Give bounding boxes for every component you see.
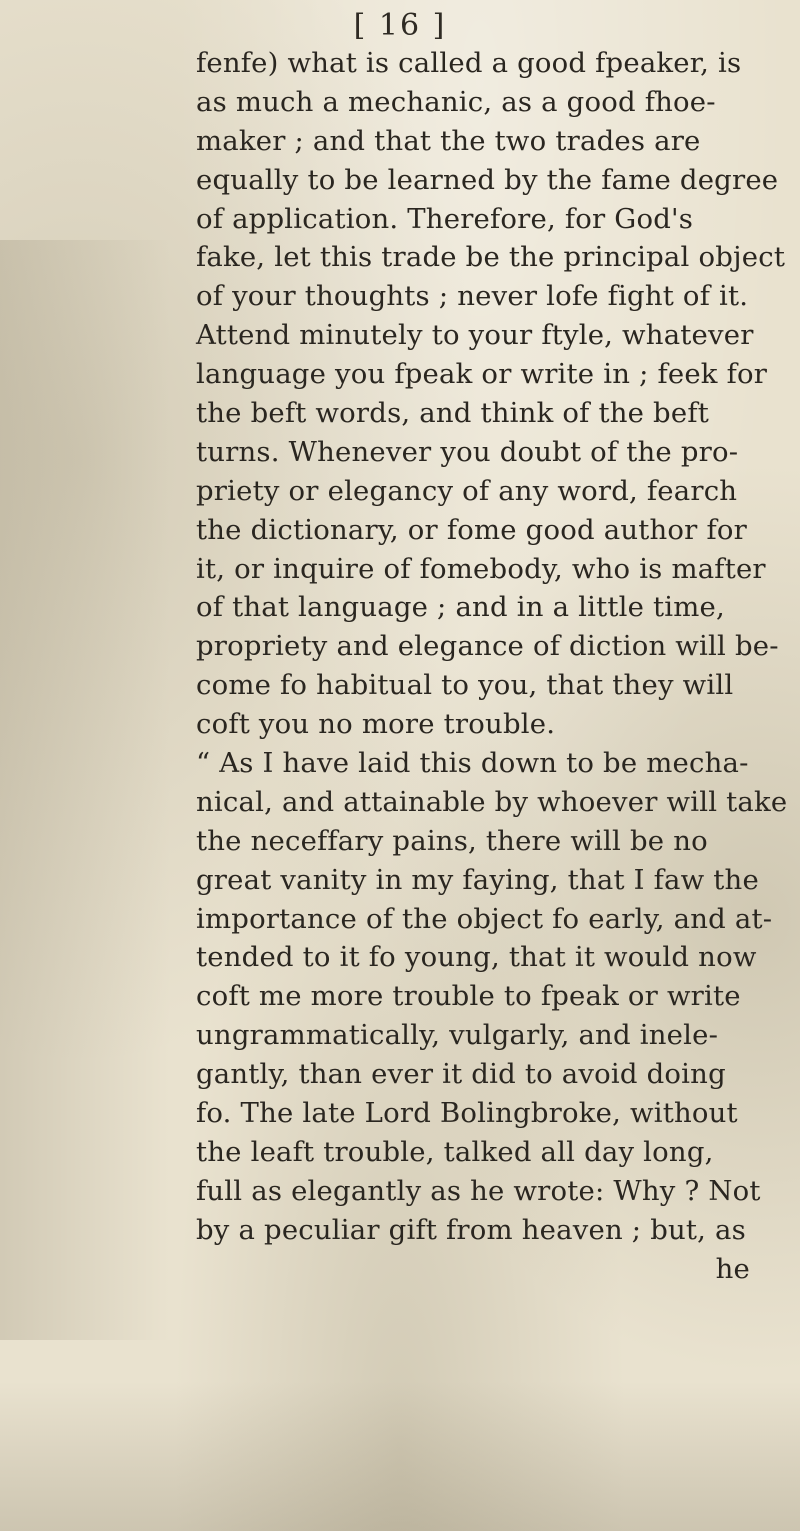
body-text — [196, 44, 786, 1289]
text-line: propriety and elegance of diction will be- — [196, 630, 779, 663]
text-line: of application. Therefore, for God's — [196, 202, 694, 235]
text-line: the beft words, and think of the beft — [196, 397, 709, 430]
text-line: great vanity in my faying, that I faw the — [196, 863, 759, 896]
text-line: it, or inquire of fomebody, who is mafter — [196, 552, 766, 585]
text-line: fo. The late Lord Bolingbroke, without — [196, 1097, 738, 1130]
text-line: tended to it fo young, that it would now — [196, 941, 757, 974]
text-line: “ As I have laid this down to be mecha- — [196, 747, 749, 780]
text-line: coft you no more trouble. — [196, 708, 556, 741]
text-line: maker ; and that the two trades are — [196, 124, 701, 157]
text-line: as much a mechanic, as a good fhoe- — [196, 85, 716, 118]
text-line: of that language ; and in a little time, — [196, 591, 725, 624]
catchword: he — [715, 1252, 750, 1285]
text-line: fake, let this trade be the principal object — [196, 241, 786, 274]
text-line: the leaft trouble, talked all day long, — [196, 1135, 714, 1168]
text-line: language you fpeak or write in ; feek for — [196, 358, 768, 391]
text-line: come fo habitual to you, that they will — [196, 669, 734, 702]
text-line: nical, and attainable by whoever will take — [196, 785, 788, 818]
text-line: priety or elegancy of any word, fearch — [196, 474, 738, 507]
text-line: by a peculiar gift from heaven ; but, as — [196, 1213, 746, 1246]
page-shadow-left — [0, 240, 170, 1340]
text-line: turns. Whenever you doubt of the pro- — [196, 435, 739, 468]
text-line: gantly, than ever it did to avoid doing — [196, 1058, 726, 1091]
text-line: equally to be learned by the fame degree — [196, 163, 779, 196]
text-line: Attend minutely to your ftyle, whatever — [196, 319, 754, 352]
text-line: the neceffary pains, there will be no — [196, 824, 708, 857]
page-shadow-bottom — [0, 1381, 800, 1531]
text-line: the dictionary, or fome good author for — [196, 513, 747, 546]
page-number-header: [ 16 ] — [353, 8, 447, 43]
text-line: fenfe) what is called a good fpeaker, is — [196, 47, 742, 79]
text-line: ungrammatically, vulgarly, and inele- — [196, 1019, 719, 1052]
text-line: of your thoughts ; never lofe fight of it. — [196, 280, 749, 313]
text-line: full as elegantly as he wrote: Why ? Not — [196, 1174, 761, 1207]
text-line: importance of the object fo early, and at- — [196, 902, 773, 935]
text-line: coft me more trouble to fpeak or write — [196, 980, 741, 1013]
